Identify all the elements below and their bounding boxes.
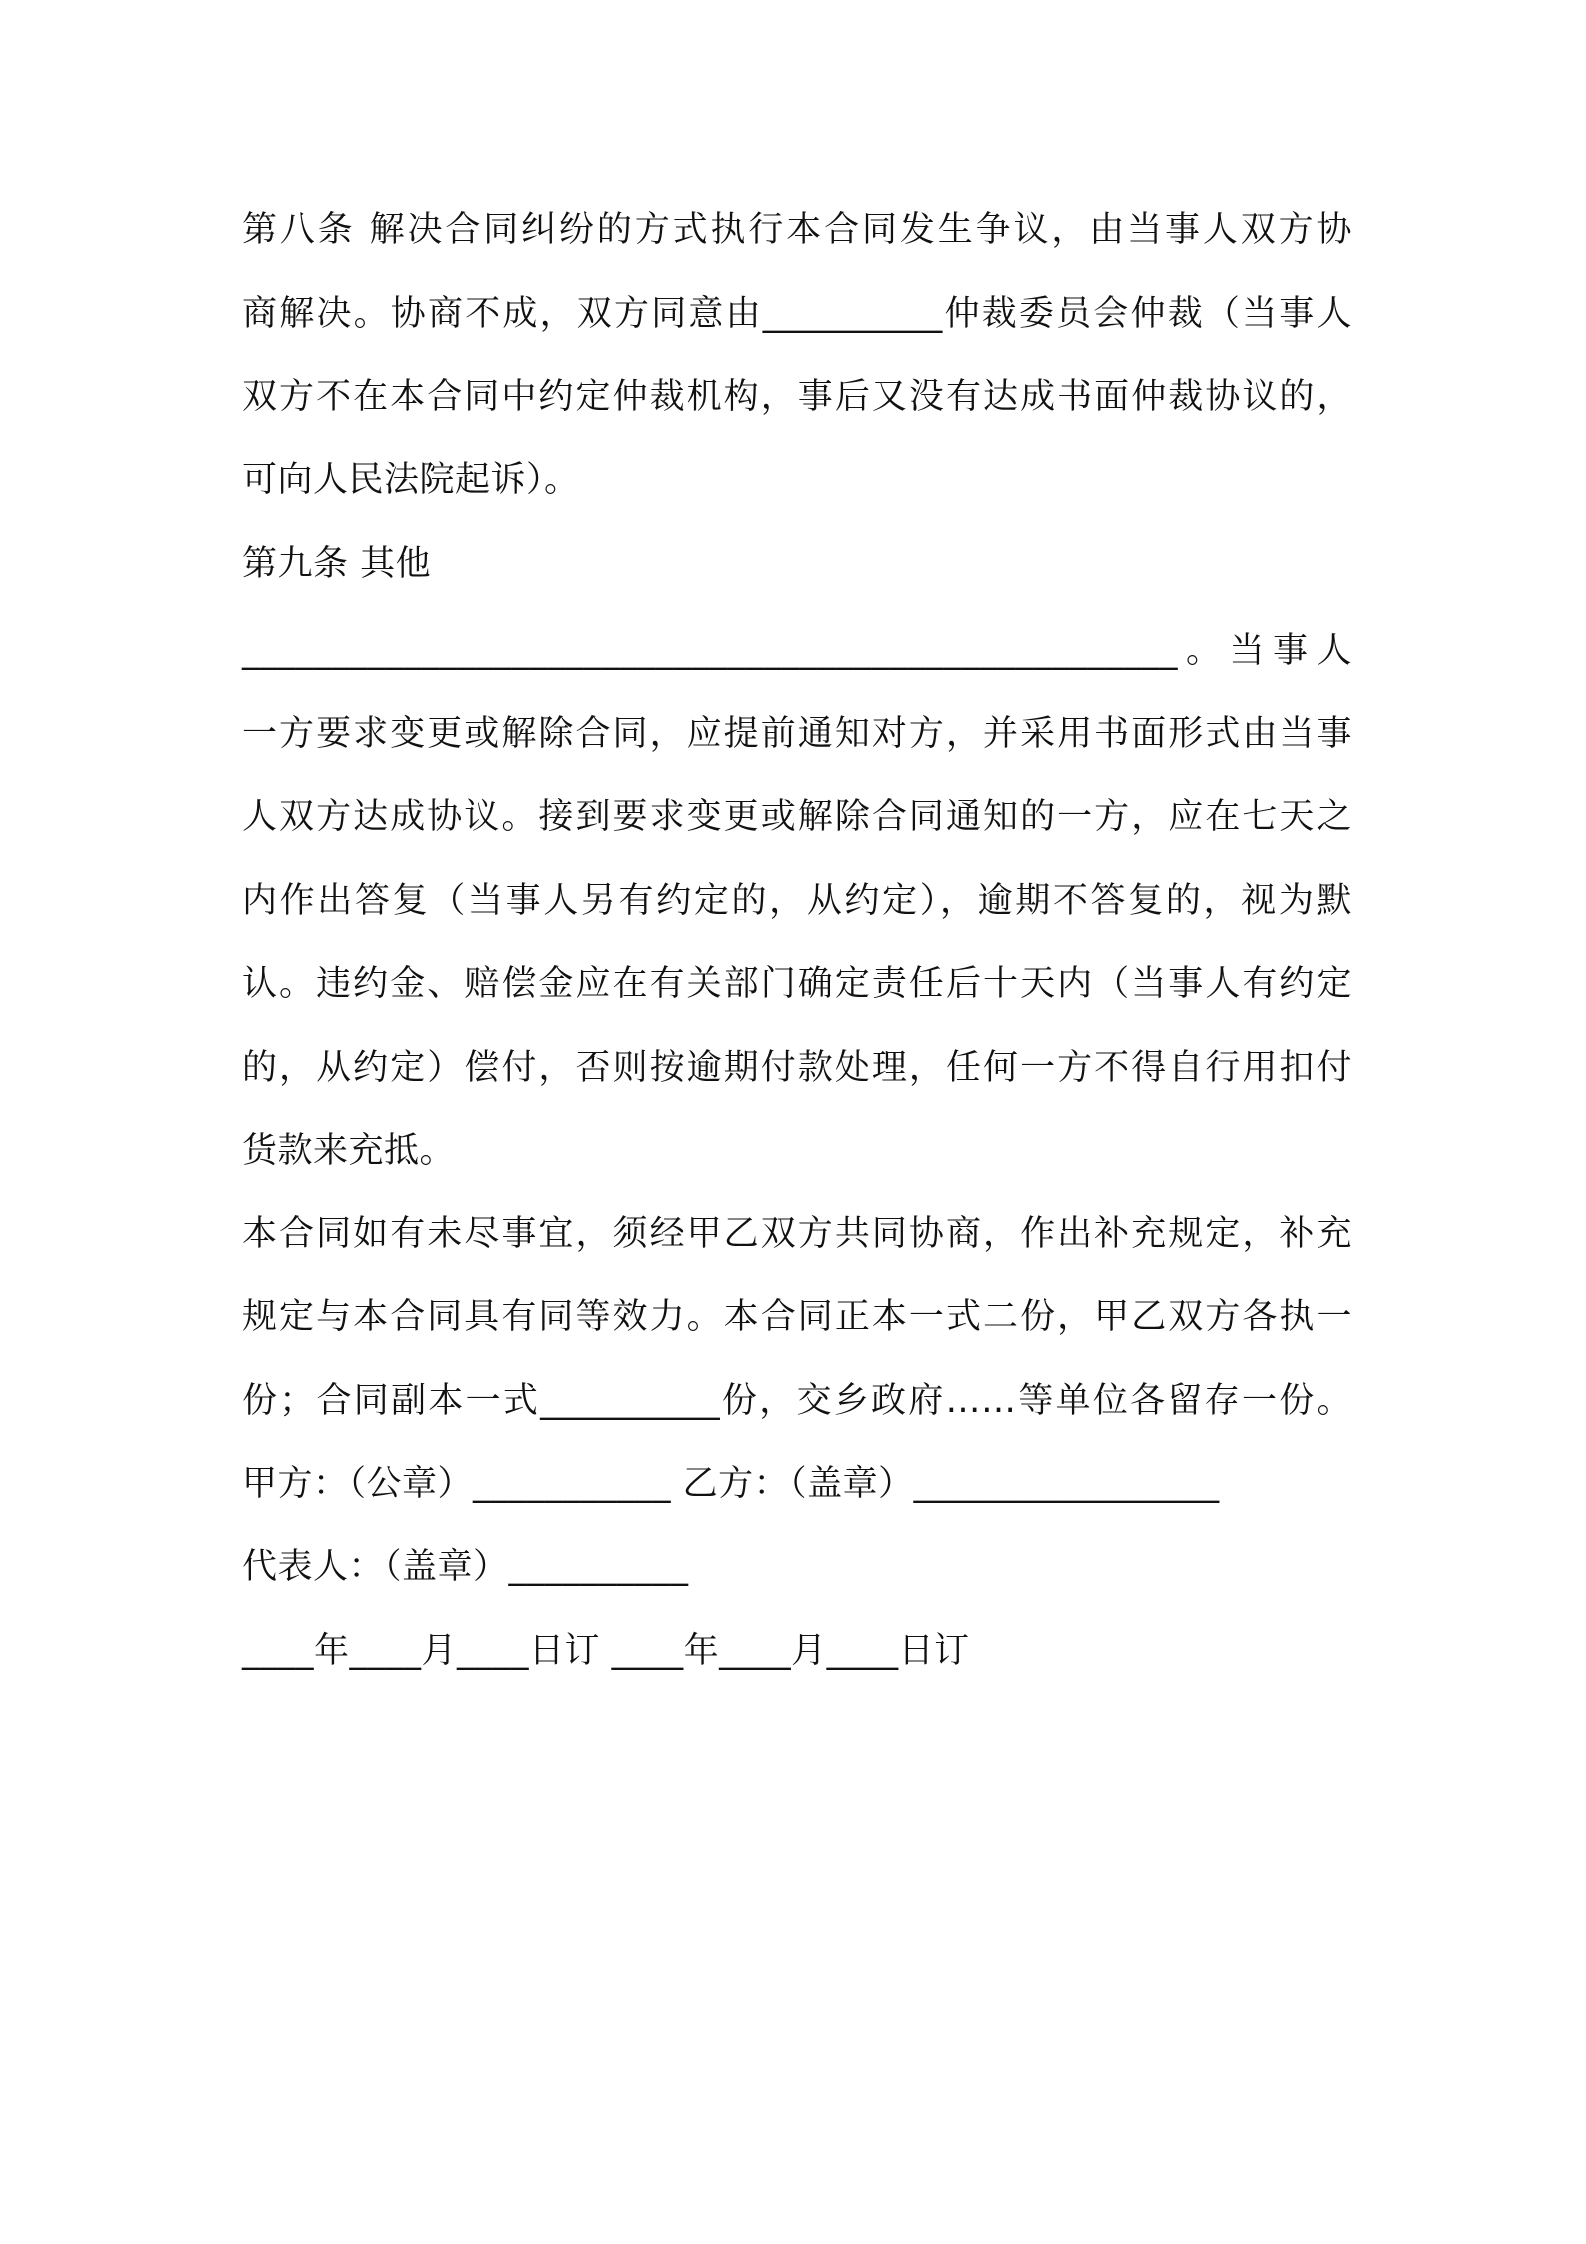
article-8-line-3: 双方不在本合同中约定仲裁机构，事后又没有达成书面仲裁协议的， [242,377,1352,417]
article-9-line-3: 人双方达成协议。接到要求变更或解除合同通知的一方，应在七天之 [242,797,1352,837]
article-9-line-6: 的，从约定）偿付，否则按逾期付款处理，任何一方不得自行用扣付 [242,1048,1352,1088]
signature-party-line: 甲方：（公章）___________ 乙方：（盖章）_________________ [242,1464,1220,1504]
article-9-line-7: 货款来充抵。 [242,1131,456,1171]
closing-line-3: 份；合同副本一式__________份，交乡政府……等单位各留存一份。 [242,1381,1352,1421]
closing-line-1: 本合同如有未尽事宜，须经甲乙双方共同协商，作出补充规定，补充 [242,1214,1352,1254]
representative-line: 代表人：（盖章）__________ [242,1547,689,1587]
article-9-line-1: ____________________________________________________。当事人 [242,631,1352,671]
article-9-line-5: 认。违约金、赔偿金应在有关部门确定责任后十天内（当事人有约定 [242,964,1352,1004]
article-9-line-2: 一方要求变更或解除合同，应提前通知对方，并采用书面形式由当事 [242,714,1352,754]
date-line: ____年____月____日订 ____年____月____日订 [242,1631,970,1671]
article-9-line-4: 内作出答复（当事人另有约定的，从约定），逾期不答复的，视为默 [242,881,1352,921]
closing-line-2: 规定与本合同具有同等效力。本合同正本一式二份，甲乙双方各执一 [242,1297,1352,1337]
article-8-line-4: 可向人民法院起诉）。 [242,460,580,500]
article-9-heading: 第九条 其他 [242,544,432,584]
article-8-line-1: 第八条 解决合同纠纷的方式执行本合同发生争议，由当事人双方协 [242,210,1352,250]
article-8-line-2: 商解决。协商不成，双方同意由__________仲裁委员会仲裁（当事人 [242,294,1352,334]
